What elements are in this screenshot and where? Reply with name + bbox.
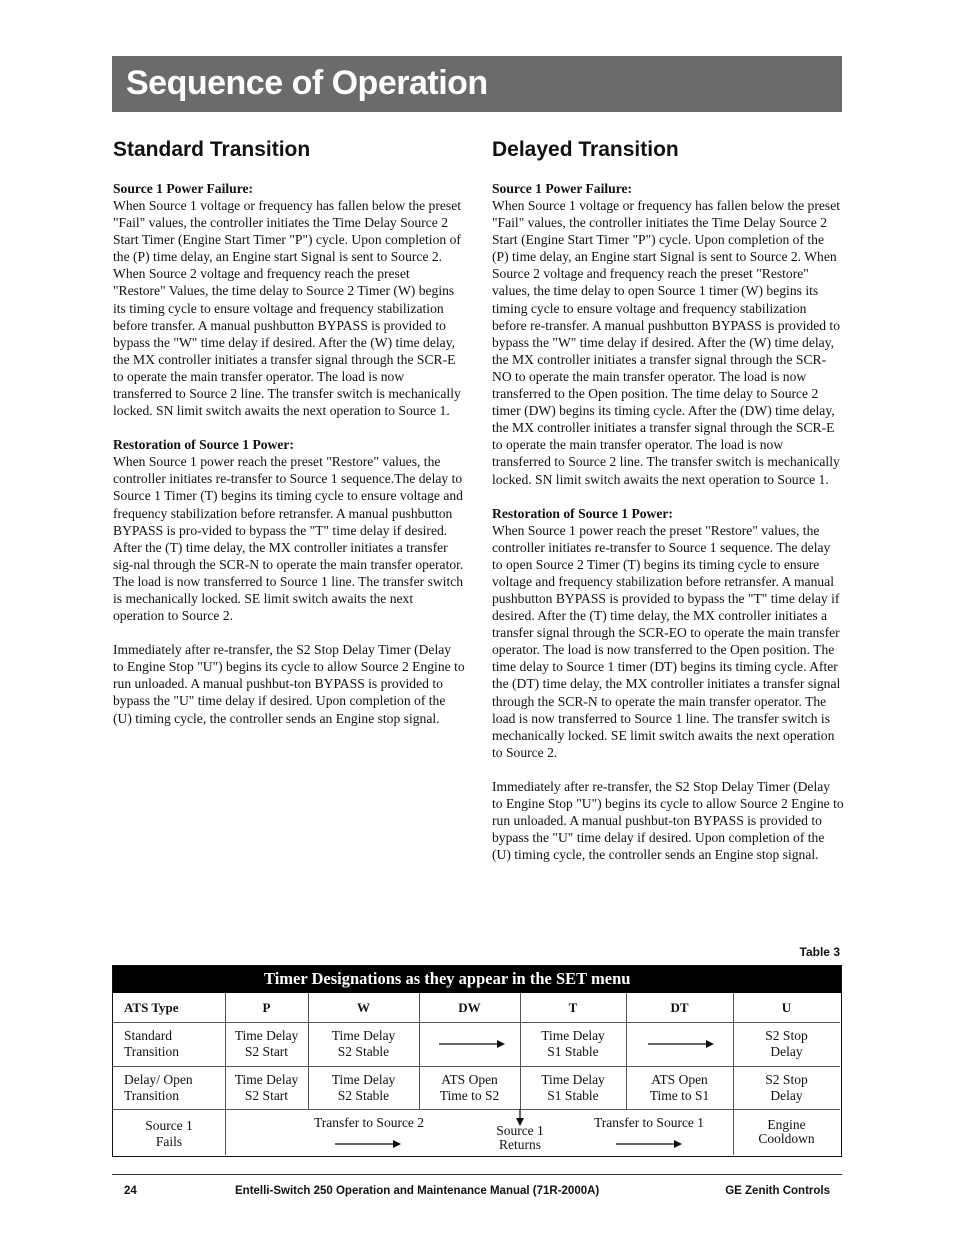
- delayed-u-cell: S2 Stop Delay: [765, 1071, 808, 1103]
- company-name: GE Zenith Controls: [725, 1185, 830, 1197]
- delayed-p-cell: Time Delay S2 Start: [234, 1071, 299, 1103]
- delayed-t-cell: Time Delay S1 Stable: [541, 1071, 605, 1103]
- header-p: P: [262, 999, 271, 1015]
- standard-restore-heading: Restoration of Source 1 Power:: [113, 437, 294, 453]
- delayed-restore-text: When Source 1 power reach the preset "Restore" values, the controller initiates re-transfer to Source 1 sequence. The delay to open Source 2 Timer (T) begins its timing cycle to ensure voltage and frequency stabilization before retransfer. A manual pushbutton BYPASS is provided to bypass the "T" time delay if desired. After the (T) time delay, the MX controller initiates a transfer signal through the SCR-EO to operate the main transfer operator. The load is now transferred to the Open position. The time delay to Source 1 timer (DT) begins its timing cycle. After the (DT) time delay, the MX controller initiates a transfer signal through the SCR-N to operate the main transfer operator. The load is now transferred to Source 1 line. The transfer switch is mechanically locked. SE limit switch awaits the next operation to Source 2.: [492, 522, 841, 760]
- delayed-w-cell: Time Delay S2 Stable: [331, 1071, 396, 1103]
- header-dw: DW: [458, 999, 481, 1015]
- standard-s1-fail-text: When Source 1 voltage or frequency has fallen below the preset "Fail" values, the controller initiates the Time Delay Source 2 Start Timer (Engine Start Timer "P") cycle. Upon completion of the (P) time delay, an Engine start Signal is sent to Source 2. When Source 2 voltage and frequency reach the preset "Restore" Values, the time delay to Source 2 Timer (W) begins its timing cycle to ensure voltage and frequency stabilization before transfer. A manual pushbutton BYPASS is provided to bypass the "W" time delay if desired. After the (W) time delay, the MX controller initiates a transfer signal through the SCR-E to operate the main transfer operator. The load is now transferred to Source 2 line. The transfer switch is mechanically locked. SN limit switch awaits the next operation to Source 1.: [113, 198, 462, 419]
- delayed-transition-column: [492, 136, 844, 880]
- standard-after-text: Immediately after re-transfer, the S2 Stop Delay Timer (Delay to Engine Stop "U") begins its cycle to allow Source 2 Engine to run unloaded. A manual pushbut-ton BYPASS is provided to bypass the "U" time delay if desired. Upon completion of the (U) timing cycle, the controller sends an Engine stop signal.: [113, 642, 465, 726]
- table-title-bar: [113, 966, 841, 993]
- standard-w-cell: Time Delay S2 Stable: [331, 1028, 396, 1059]
- table-label: Table 3: [799, 945, 840, 959]
- delayed-after-text: Immediately after re-transfer, the S2 Stop Delay Timer (Delay to Engine Stop "U") begins its cycle to allow Source 2 Engine to run unloaded. A manual pushbut-ton BYPASS is provided to bypass the "U" time delay if desired. Upon completion of the (U) timing cycle, the controller sends an Engine stop signal.: [492, 778, 844, 863]
- header-ats-type: ATS Type: [124, 999, 179, 1015]
- source1-returns-label: Source 1 Returns: [496, 1123, 544, 1152]
- manual-title: Entelli-Switch 250 Operation and Maintenance Manual (71R-2000A): [235, 1185, 600, 1197]
- delayed-restore-heading: Restoration of Source 1 Power:: [492, 505, 673, 521]
- title-bar: [112, 56, 842, 112]
- header-u: U: [781, 999, 792, 1015]
- delayed-transition-heading: Delayed Transition: [492, 138, 679, 161]
- standard-u-cell: S2 Stop Delay: [765, 1028, 808, 1059]
- delayed-dw-cell: ATS Open Time to S2: [439, 1071, 500, 1103]
- transfer-to-source2-label: Transfer to Source 2: [313, 1115, 425, 1130]
- page-title: Sequence of Operation: [126, 64, 488, 102]
- standard-type-cell: Standard Transition: [124, 1028, 180, 1059]
- standard-transition-column: [113, 136, 465, 744]
- standard-dt-arrow-icon: [646, 1038, 716, 1050]
- delayed-dt-cell: ATS Open Time to S1: [649, 1071, 710, 1103]
- transfer-to-source1-label: Transfer to Source 1: [593, 1115, 705, 1130]
- standard-restore-text: When Source 1 power reach the preset "Restore" values, the controller initiates re-transfer to Source 1 sequence.The delay to Source 1 Timer (T) begins its timing cycle to ensure voltage and frequency stabilization before retransfer. A manual pushbutton BYPASS is pro-vided to bypass the "T" time delay if desired. After the (T) time delay, the MX controller initiates a transfer sig-nal through the SCR-N to operate the main transfer operator. The load is now transferred to Source 1 line. The transfer switch is mechanically locked. SE limit switch awaits the next operation to Source 2.: [113, 454, 464, 624]
- standard-s1-fail-heading: Source 1 Power Failure:: [113, 181, 254, 196]
- source1-fails-cell: Source 1 Fails: [145, 1118, 193, 1149]
- delayed-s1-fail-heading: Source 1 Power Failure:: [492, 181, 633, 196]
- engine-cooldown-cell: Engine Cooldown: [758, 1117, 815, 1146]
- header-t: T: [568, 999, 578, 1015]
- delayed-type-cell: Delay/ Open Transition: [124, 1071, 193, 1103]
- page-number: 24: [124, 1185, 137, 1197]
- transfer-to-source1-arrow-icon: [614, 1138, 684, 1150]
- standard-t-cell: Time Delay S1 Stable: [541, 1028, 605, 1059]
- standard-dw-arrow-icon: [437, 1038, 507, 1050]
- footer-rule: [112, 1174, 842, 1175]
- standard-transition-heading: Standard Transition: [113, 138, 311, 161]
- header-w: W: [357, 999, 370, 1015]
- table-title: Timer Designations as they appear in the SET menu: [264, 969, 631, 988]
- timer-designations-table: [112, 965, 842, 1157]
- transfer-to-source2-arrow-icon: [333, 1138, 403, 1150]
- standard-p-cell: Time Delay S2 Start: [234, 1028, 299, 1059]
- header-dt: DT: [670, 999, 689, 1015]
- delayed-s1-fail-text: When Source 1 voltage or frequency has fallen below the preset "Fail" values, the controller initiates the Time Delay Source 2 Start (Engine Start Timer "P") cycle. Upon completion of the (P) time delay, an Engine start Signal is sent to Source 2. When Source 2 voltage and frequency reach the preset "Restore" values, the time delay to open Source 1 timer (W) begins its timing cycle to ensure voltage and frequency stabilization before re-transfer. A manual pushbutton BYPASS is provided to bypass the "W" time delay if desired. After the (W) time delay, the MX controller initiates a transfer signal through the SCR-NO to operate the main transfer operator. The load is now transferred to the Open position. The time delay to Source 2 timer (DW) begins its timing cycle. After the (DW) time delay, the MX controller initiates a transfer signal through the SCR-E to operate the main transfer operator. The load is now transferred to Source 2 line. The transfer switch is mechanically locked. SN limit switch awaits the next operation to Source 1.: [492, 198, 841, 487]
